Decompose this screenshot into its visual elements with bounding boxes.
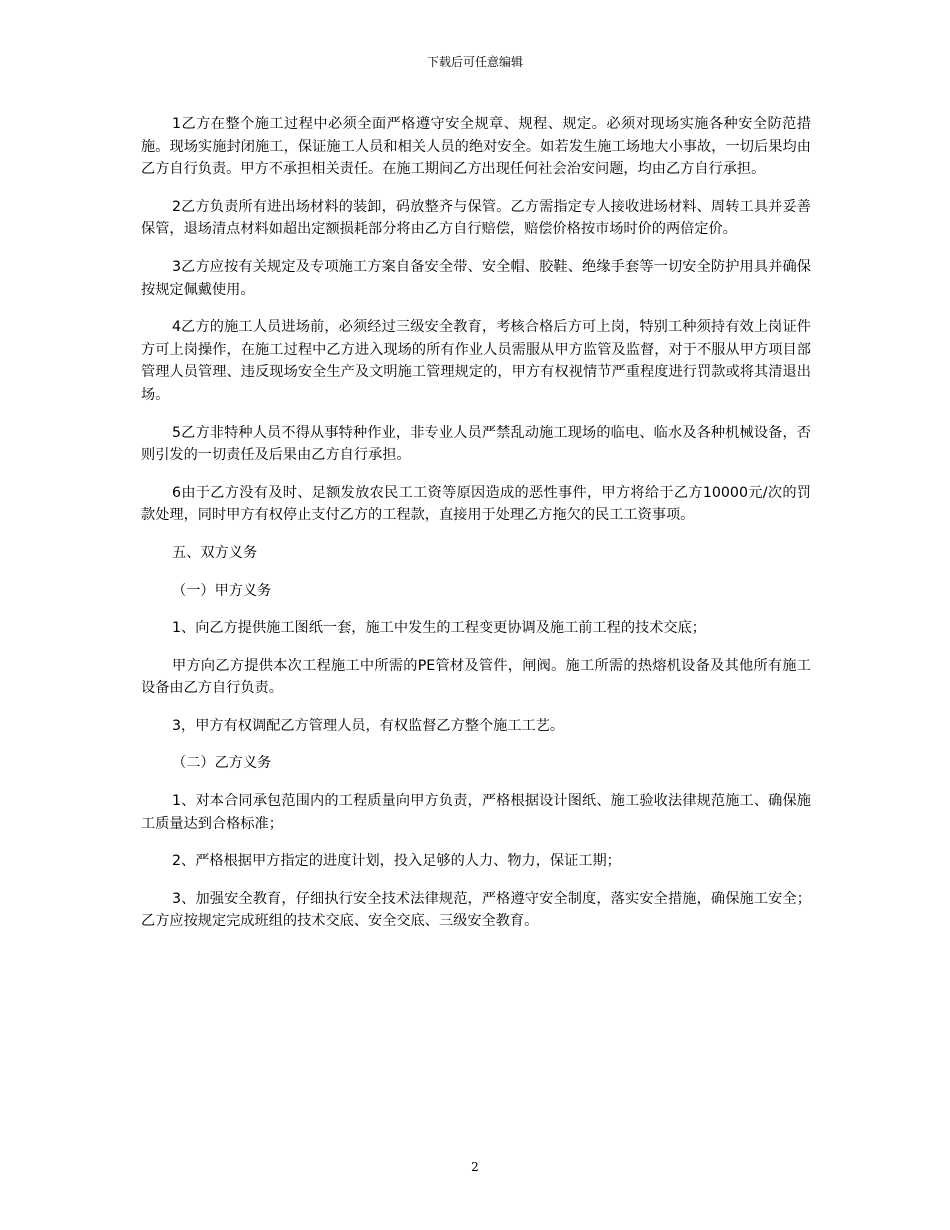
page-header: 下载后可任意编辑 <box>426 55 523 69</box>
party-a-obligation-3: 3，甲方有权调配乙方管理人员，有权监督乙方整个施工工艺。 <box>172 717 565 734</box>
party-a-obligation-2: 甲方向乙方提供本次工程施工中所需的PE管材及管件，闸阀。施工所需的热熔机设备及其他所有施工设备由乙方自行负责。 <box>141 657 811 697</box>
clause-paragraph-3: 3乙方应按有关规定及专项施工方案自备安全带、安全帽、胶鞋、绝缘手套等一切安全防护用具并确保按规定佩戴使用。 <box>141 258 811 298</box>
clause-paragraph-1: 1乙方在整个施工过程中必须全面严格遵守安全规章、规程、规定。必须对现场实施各种安全防范措施。现场实施封闭施工，保证施工人员和相关人员的绝对安全。如若发生施工场地大小事故，一切后果均由乙方自行负责。甲方不承担相关责任。在施工期间乙方出现任何社会治安问题，均由乙方自行承担。 <box>141 116 811 178</box>
document-body <box>141 113 811 948</box>
subsection-heading-party-a: （一）甲方义务 <box>172 582 272 599</box>
subsection-heading-party-b: （二）乙方义务 <box>172 755 272 772</box>
party-b-obligation-2: 2、严格根据甲方指定的进度计划，投入足够的人力、物力，保证工期； <box>172 853 621 870</box>
clause-paragraph-6: 6由于乙方没有及时、足额发放农民工工资等原因造成的恶性事件，甲方将给于乙方10000元/次的罚款处理，同时甲方有权停止支付乙方的工程款，直接用于处理乙方拖欠的民工工资事项。 <box>141 484 811 524</box>
page-number: 2 <box>471 1160 479 1174</box>
clause-paragraph-5: 5乙方非特种人员不得从事特种作业，非专业人员严禁乱动施工现场的临电、临水及各种机械设备，否则引发的一切责任及后果由乙方自行承担。 <box>141 424 811 464</box>
section-heading-obligations: 五、双方义务 <box>172 544 258 561</box>
clause-paragraph-4: 4乙方的施工人员进场前，必须经过三级安全教育，考核合格后方可上岗，特别工种须持有效上岗证件方可上岗操作，在施工过程中乙方进入现场的所有作业人员需服从甲方监管及监督，对于不服从甲方项目部管理人员管理、违反现场安全生产及文明施工管理规定的，甲方有权视情节严重程度进行罚款或将其清退出场。 <box>141 319 811 403</box>
party-a-obligation-1: 1、向乙方提供施工图纸一套，施工中发生的工程变更协调及施工前工程的技术交底； <box>172 620 706 637</box>
party-b-obligation-3: 3、加强安全教育，仔细执行安全技术法律规范，严格遵守安全制度，落实安全措施，确保施工安全；乙方应按规定完成班组的技术交底、安全交底、三级安全教育。 <box>141 890 811 930</box>
party-b-obligation-1: 1、对本合同承包范围内的工程质量向甲方负责，严格根据设计图纸、施工验收法律规范施工、确保施工质量达到合格标准； <box>141 793 811 832</box>
clause-paragraph-2: 2乙方负责所有进出场材料的装卸，码放整齐与保管。乙方需指定专人接收进场材料、周转工具并妥善保管，退场清点材料如超出定额损耗部分将由乙方自行赔偿，赔偿价格按市场时价的两倍定价。 <box>141 198 811 238</box>
